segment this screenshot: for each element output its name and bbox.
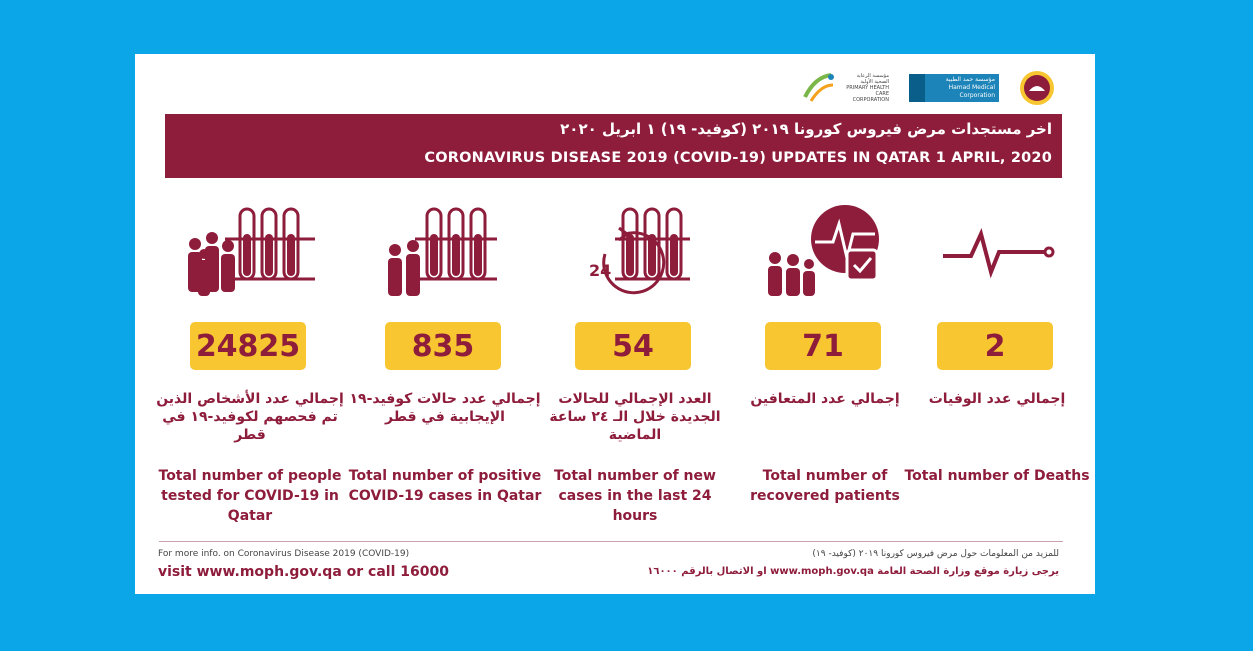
stat-label-english: Total number of new cases in the last 24 hours [554,468,716,524]
phcc-logo [801,71,889,105]
footer-contact-arabic: يرجى زيارة موقع وزارة الصحة العامة www.moph.gov.qa او الاتصال بالرقم ١٦٠٠٠ [647,566,1059,577]
hmc-logo-text-ar: مؤسسة حمد الطبية [945,76,995,83]
phcc-logo-text: مؤسسة الرعاية الصحية الأولية PRIMARY HEALTH CARE CORPORATION [846,73,889,103]
stat-value: 54 [575,322,691,370]
24-hours-test-tubes-icon [555,194,715,314]
stat-value: 835 [385,322,501,370]
stat-label-arabic: إجمالي عدد الأشخاص الذين تم فحصهم لكوفيد-١٩ في قطر [156,391,344,443]
hmc-logo-text-en: Hamad Medical Corporation [948,84,995,99]
title-banner [165,114,1062,178]
flatline-icon [917,194,1077,314]
stat-label-arabic: العدد الإجمالي للحالات الجديدة خلال الـ ٢٤ ساعة الماضية [549,391,721,443]
title-arabic: اخر مستجدات مرض فيروس كورونا ٢٠١٩ (كوفيد- ١٩) ١ ابريل ٢٠٢٠ [560,120,1052,138]
positive-cases-icon [365,194,525,314]
footer-divider [159,541,1063,542]
stat-label-english: Total number of Deaths [904,468,1090,484]
footer-info-english: For more info. on Coronavirus Disease 2019 (COVID-19) [158,549,410,559]
infographic-card [135,54,1095,594]
logo-bar [801,68,1055,108]
qatar-emblem-icon [1019,69,1055,107]
recovered-heartbeat-icon [745,194,905,314]
stat-value: 2 [937,322,1053,370]
stat-label-arabic: إجمالي عدد حالات كوفيد-١٩ الإيجابية في قطر [349,391,541,425]
stat-label-arabic: إجمالي عدد الوفيات [928,391,1066,407]
stat-label-english: Total number of recovered patients [750,468,900,504]
stat-label-english: Total number of people tested for COVID-19 in Qatar [158,468,342,524]
stat-value: 71 [765,322,881,370]
footer-contact-english: visit www.moph.gov.qa or call 16000 [158,564,449,580]
title-english: CORONAVIRUS DISEASE 2019 (COVID-19) UPDATES IN QATAR 1 APRIL, 2020 [424,150,1052,166]
stat-value: 24825 [190,322,306,370]
hmc-emblem-icon [909,74,925,102]
people-test-tubes-icon [170,194,330,314]
phcc-emblem-icon [801,71,837,105]
stat-label-english: Total number of positive COVID-19 cases in Qatar [348,468,542,504]
hmc-logo [909,74,999,102]
footer-info-arabic: للمزيد من المعلومات حول مرض فيروس كورونا ٢٠١٩ (كوفيد- ١٩) [812,549,1059,559]
svg-text:24: 24 [589,261,612,280]
stat-label-arabic: إجمالي عدد المتعافين [750,391,900,407]
